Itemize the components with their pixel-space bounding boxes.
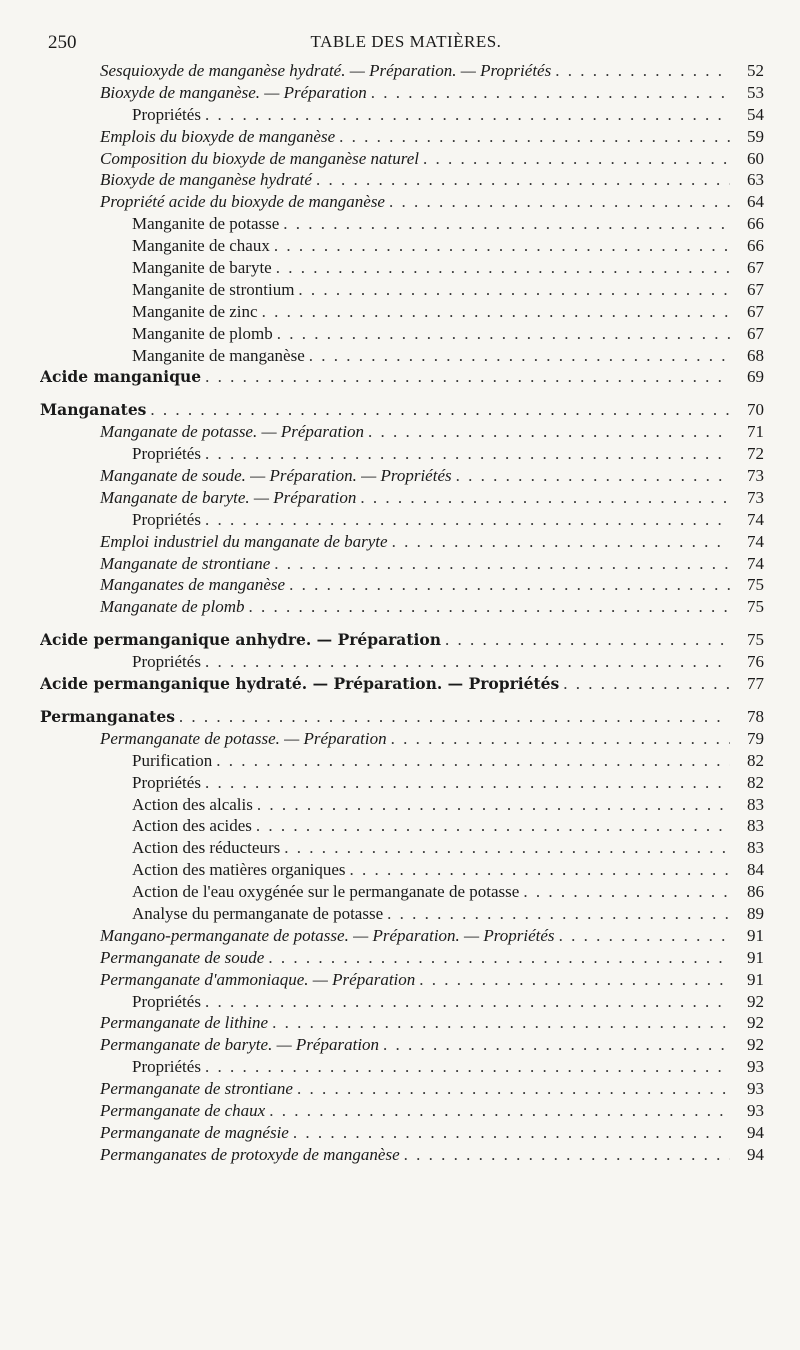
toc-entry-title: Permanganates de protoxyde de manganèse xyxy=(100,1144,400,1164)
toc-entry-title: Propriétés xyxy=(132,1057,201,1077)
dot-leader xyxy=(284,837,730,859)
toc-entry-title: Permanganate de strontiane xyxy=(100,1079,293,1099)
dot-leader xyxy=(316,169,730,191)
toc-entry-page: 70 xyxy=(747,400,764,420)
toc-entry-title: Permanganate de lithine xyxy=(100,1013,269,1033)
toc-entry-page: 67 xyxy=(747,301,764,321)
toc-entry xyxy=(40,794,764,816)
dot-leader xyxy=(248,596,730,618)
toc-entry xyxy=(40,969,764,991)
toc-entry-title: Manganite de manganèse xyxy=(132,345,305,365)
toc-entry-page: 82 xyxy=(747,750,764,770)
toc-entry xyxy=(40,925,764,947)
toc-entry-page: 54 xyxy=(747,104,764,124)
toc-entry xyxy=(40,673,764,695)
toc-entry xyxy=(40,465,764,487)
toc-entry xyxy=(40,366,764,388)
toc-entry-title: Action des alcalis xyxy=(132,794,253,814)
toc-entry-page: 71 xyxy=(747,422,764,442)
dot-leader xyxy=(387,903,730,925)
toc-entry xyxy=(40,213,764,235)
toc-entry-title: Action des réducteurs xyxy=(132,838,281,858)
dot-leader xyxy=(272,1012,730,1034)
toc-entry-page: 68 xyxy=(747,345,764,365)
toc-entry xyxy=(40,772,764,794)
toc-entry-title: Manganates xyxy=(40,400,147,420)
dot-leader xyxy=(268,947,730,969)
dot-leader xyxy=(289,574,730,596)
dot-leader xyxy=(283,213,730,235)
toc-entry-page: 91 xyxy=(747,925,764,945)
toc-entry xyxy=(40,553,764,575)
toc-entry-page: 77 xyxy=(747,674,764,694)
toc-entry-page: 91 xyxy=(747,969,764,989)
dot-leader xyxy=(205,509,730,531)
dot-leader xyxy=(269,1100,730,1122)
toc-entry-page: 94 xyxy=(747,1144,764,1164)
toc-entry xyxy=(40,148,764,170)
dot-leader xyxy=(205,991,730,1013)
toc-entry xyxy=(40,104,764,126)
dot-leader xyxy=(371,82,730,104)
dot-leader xyxy=(274,553,730,575)
toc-entry-page: 83 xyxy=(747,794,764,814)
toc-entry xyxy=(40,1012,764,1034)
toc-entry-page: 67 xyxy=(747,258,764,278)
toc-entry xyxy=(40,169,764,191)
dot-leader xyxy=(391,728,730,750)
toc-entry xyxy=(40,345,764,367)
toc-entry-title: Action des matières organiques xyxy=(132,860,346,880)
page-header xyxy=(48,32,764,54)
toc-entry-page: 75 xyxy=(747,630,764,650)
toc-entry xyxy=(40,859,764,881)
toc-entry-title: Manganate de soude. — Préparation. — Propriétés xyxy=(100,466,452,486)
toc-entry-page: 74 xyxy=(747,531,764,551)
toc-entry-title: Manganite de strontium xyxy=(132,279,295,299)
dot-leader xyxy=(150,399,730,421)
dot-leader xyxy=(339,126,730,148)
toc-entry-title: Permanganate de soude xyxy=(100,947,265,967)
toc-entry-page: 92 xyxy=(747,1013,764,1033)
toc-entry xyxy=(40,279,764,301)
toc-entry-title: Mangano-permanganate de potasse. — Préparation. — Propriétés xyxy=(100,925,555,945)
toc-entry-page: 86 xyxy=(747,882,764,902)
toc-entry xyxy=(40,947,764,969)
toc-entry xyxy=(40,1034,764,1056)
dot-leader xyxy=(277,323,730,345)
toc-entry-page: 79 xyxy=(747,728,764,748)
toc-entry xyxy=(40,399,764,421)
toc-entry-page: 93 xyxy=(747,1079,764,1099)
dot-leader xyxy=(205,443,730,465)
toc-entry xyxy=(40,421,764,443)
toc-entry xyxy=(40,706,764,728)
toc-entry-title: Permanganate de magnésie xyxy=(100,1122,289,1142)
toc-entry-page: 69 xyxy=(747,367,764,387)
toc-entry-page: 92 xyxy=(747,991,764,1011)
toc-entry-title: Emplois du bioxyde de manganèse xyxy=(100,126,336,146)
toc-entry-title: Acide permanganique anhydre. — Préparation xyxy=(40,630,442,650)
toc-entry-page: 89 xyxy=(747,903,764,923)
dot-leader xyxy=(179,706,730,728)
dot-leader xyxy=(297,1078,730,1100)
toc-entry-page: 93 xyxy=(747,1100,764,1120)
dot-leader xyxy=(309,345,730,367)
dot-leader xyxy=(423,148,730,170)
toc-entry-title: Propriétés xyxy=(132,772,201,792)
page-number: 250 xyxy=(48,32,77,53)
toc-entry xyxy=(40,443,764,465)
toc-entry-title: Purification xyxy=(132,750,213,770)
toc-entry xyxy=(40,323,764,345)
toc-entry-title: Acide permanganique hydraté. — Préparation. — Propriétés xyxy=(40,674,560,694)
toc-entry-page: 76 xyxy=(747,652,764,672)
toc-entry-page: 82 xyxy=(747,772,764,792)
toc-entry-title: Propriété acide du bioxyde de manganèse xyxy=(100,192,385,212)
toc-entry-title: Manganite de baryte xyxy=(132,258,272,278)
toc-entry-page: 67 xyxy=(747,279,764,299)
dot-leader xyxy=(205,772,730,794)
dot-leader xyxy=(523,881,730,903)
dot-leader xyxy=(419,969,730,991)
dot-leader xyxy=(350,859,730,881)
toc-entry-title: Manganates de manganèse xyxy=(100,575,286,595)
dot-leader xyxy=(257,794,730,816)
toc-entry-title: Manganite de zinc xyxy=(132,301,258,321)
toc-entry-title: Bioxyde de manganèse. — Préparation xyxy=(100,82,367,102)
toc-entry xyxy=(40,82,764,104)
dot-leader xyxy=(559,925,730,947)
toc-entry xyxy=(40,1122,764,1144)
toc-entry xyxy=(40,903,764,925)
toc-entry-page: 78 xyxy=(747,706,764,726)
toc-entry xyxy=(40,531,764,553)
toc-entry-page: 94 xyxy=(747,1122,764,1142)
toc-entry xyxy=(40,1056,764,1078)
toc-entry xyxy=(40,815,764,837)
dot-leader xyxy=(445,629,730,651)
toc-entry-title: Propriétés xyxy=(132,444,201,464)
toc-entry-page: 72 xyxy=(747,444,764,464)
toc-entry xyxy=(40,596,764,618)
toc-entry-title: Sesquioxyde de manganèse hydraté. — Préparation. — Propriétés xyxy=(100,61,552,80)
dot-leader xyxy=(256,815,730,837)
dot-leader xyxy=(216,750,730,772)
toc-entry-title: Manganite de potasse xyxy=(132,214,280,234)
toc-entry xyxy=(40,191,764,213)
toc-entry xyxy=(40,728,764,750)
dot-leader xyxy=(360,487,730,509)
toc-entry-title: Propriétés xyxy=(132,652,201,672)
toc-entry-title: Action de l'eau oxygénée sur le permanganate de potasse xyxy=(132,882,520,902)
toc-entry-page: 66 xyxy=(747,214,764,234)
toc-entry-page: 73 xyxy=(747,487,764,507)
toc-entry-title: Analyse du permanganate de potasse xyxy=(132,903,384,923)
toc-entry-page: 83 xyxy=(747,816,764,836)
toc-entry-page: 64 xyxy=(747,192,764,212)
toc-entry xyxy=(40,509,764,531)
dot-leader xyxy=(276,257,730,279)
toc-entry-title: Manganite de plomb xyxy=(132,323,273,343)
toc-entry-title: Manganate de potasse. — Préparation xyxy=(100,422,364,442)
toc-entry xyxy=(40,1100,764,1122)
toc-entry-page: 75 xyxy=(747,597,764,617)
toc-entry xyxy=(40,257,764,279)
dot-leader xyxy=(298,279,730,301)
toc-entry-title: Manganate de plomb xyxy=(100,597,245,617)
toc-entry xyxy=(40,1078,764,1100)
toc-entry-title: Action des acides xyxy=(132,816,252,836)
toc-entry-title: Manganate de strontiane xyxy=(100,553,271,573)
toc-entry-title: Permanganate d'ammoniaque. — Préparation xyxy=(100,969,416,989)
toc-entry-title: Permanganate de baryte. — Préparation xyxy=(100,1035,380,1055)
toc-entry xyxy=(40,301,764,323)
toc-entry-page: 74 xyxy=(747,553,764,573)
dot-leader xyxy=(456,465,730,487)
toc-entry-title: Propriétés xyxy=(132,104,201,124)
dot-leader xyxy=(404,1144,730,1166)
toc-entry-title: Emploi industriel du manganate de baryte xyxy=(100,531,388,551)
toc-entry-page: 93 xyxy=(747,1057,764,1077)
toc-entry-title: Permanganates xyxy=(40,706,175,726)
toc-entry xyxy=(40,750,764,772)
toc-entry-page: 66 xyxy=(747,236,764,256)
dot-leader xyxy=(205,651,730,673)
dot-leader xyxy=(205,1056,730,1078)
toc-entry xyxy=(40,1144,764,1166)
toc-entry-page: 91 xyxy=(747,947,764,967)
dot-leader xyxy=(563,673,730,695)
toc-entry xyxy=(40,126,764,148)
toc-entry-page: 83 xyxy=(747,838,764,858)
toc-entry-title: Permanganate de potasse. — Préparation xyxy=(100,728,387,748)
dot-leader xyxy=(383,1034,730,1056)
dot-leader xyxy=(392,531,730,553)
toc-entry-title: Composition du bioxyde de manganèse naturel xyxy=(100,148,420,168)
dot-leader xyxy=(555,60,730,82)
toc-entry-title: Manganite de chaux xyxy=(132,236,270,256)
toc-entry-page: 73 xyxy=(747,466,764,486)
toc-entry xyxy=(40,651,764,673)
toc-entry-page: 74 xyxy=(747,509,764,529)
toc-entry xyxy=(40,60,764,82)
toc-entry-title: Propriétés xyxy=(132,991,201,1011)
dot-leader xyxy=(368,421,730,443)
toc-entry-title: Acide manganique xyxy=(40,367,202,387)
toc-entry-page: 52 xyxy=(747,61,764,80)
dot-leader xyxy=(293,1122,730,1144)
dot-leader xyxy=(205,366,730,388)
toc-entry-page: 53 xyxy=(747,82,764,102)
toc-entry xyxy=(40,235,764,257)
toc-entry-page: 75 xyxy=(747,575,764,595)
toc-entry-page: 67 xyxy=(747,323,764,343)
toc-entry xyxy=(40,574,764,596)
table-of-contents xyxy=(40,60,764,1166)
toc-entry xyxy=(40,837,764,859)
toc-entry-page: 84 xyxy=(747,860,764,880)
toc-entry-page: 60 xyxy=(747,148,764,168)
toc-entry-page: 63 xyxy=(747,170,764,190)
toc-entry-page: 92 xyxy=(747,1035,764,1055)
toc-entry xyxy=(40,487,764,509)
toc-entry-title: Manganate de baryte. — Préparation xyxy=(100,487,357,507)
toc-entry-title: Bioxyde de manganèse hydraté xyxy=(100,170,312,190)
toc-entry-page: 59 xyxy=(747,126,764,146)
toc-entry-title: Permanganate de chaux xyxy=(100,1100,266,1120)
dot-leader xyxy=(205,104,730,126)
dot-leader xyxy=(262,301,730,323)
toc-entry-title: Propriétés xyxy=(132,509,201,529)
toc-entry xyxy=(40,881,764,903)
running-title: TABLE DES MATIÈRES. xyxy=(310,32,502,51)
dot-leader xyxy=(274,235,730,257)
dot-leader xyxy=(389,191,730,213)
toc-entry xyxy=(40,629,764,651)
toc-entry xyxy=(40,991,764,1013)
